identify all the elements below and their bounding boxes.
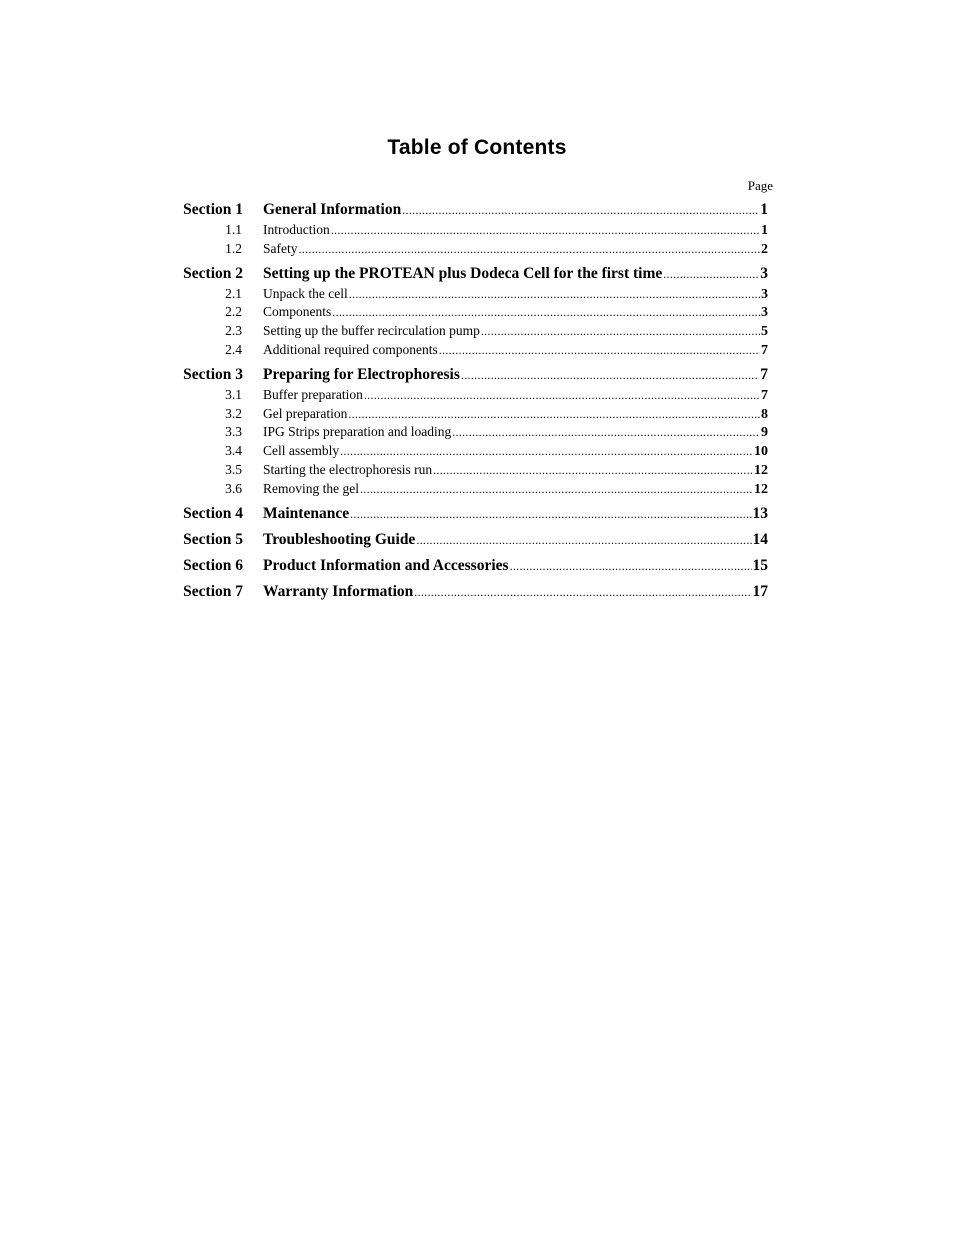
toc-subsection-row[interactable]	[0, 286, 954, 305]
toc-entry-number: 1.1	[225, 222, 242, 237]
toc-entry-page: 7	[760, 365, 768, 383]
toc-entry-page: 3	[761, 286, 768, 302]
toc-subsection-row[interactable]	[0, 387, 954, 406]
toc-entry-number: 3.4	[225, 443, 242, 459]
toc-subsection-row[interactable]	[0, 424, 954, 443]
toc-entry-number: Section 2	[183, 264, 243, 282]
toc-entry-number: Section 4	[183, 504, 243, 522]
toc-entry	[263, 481, 768, 498]
toc-section	[0, 201, 954, 260]
toc-leader-dots	[299, 242, 761, 257]
toc-entry-number: Section 3	[183, 365, 243, 383]
toc-section	[0, 583, 954, 604]
toc-section	[0, 531, 954, 552]
toc-leader-dots	[332, 305, 760, 320]
toc-subsection-row[interactable]	[0, 406, 954, 425]
toc-entry-number: Section 1	[183, 201, 243, 218]
toc-entry-title: Preparing for Electrophoresis	[263, 365, 460, 383]
toc-entry-title: Product Information and Accessories	[263, 556, 509, 574]
toc-subsection-row[interactable]	[0, 323, 954, 342]
toc-entry-page: 5	[761, 324, 768, 340]
toc-leader-dots	[364, 388, 760, 403]
toc-section-row[interactable]	[0, 366, 954, 387]
toc-leader-dots	[439, 343, 760, 358]
toc-entry-number: 1.2	[225, 240, 242, 256]
toc-entry-number: 3.2	[225, 405, 242, 421]
toc-entry-page: 9	[761, 425, 768, 441]
toc-section-row[interactable]	[0, 583, 954, 604]
toc-section-row[interactable]	[0, 201, 954, 222]
toc-leader-dots	[510, 559, 752, 574]
toc-subsection-row[interactable]	[0, 481, 954, 500]
toc-entry-number: Section 6	[183, 556, 243, 574]
toc-entry	[263, 304, 768, 321]
toc-entry-title: General Information	[263, 201, 402, 218]
toc-entry-title: Removing the gel	[263, 480, 359, 496]
toc-entry-page: 12	[754, 462, 768, 478]
toc-entry-page: 3	[761, 305, 768, 321]
toc-entry-page: 7	[761, 387, 768, 403]
toc-entry-page: 1	[761, 223, 768, 238]
toc-entry-page: 1	[760, 201, 768, 218]
toc-section-row[interactable]	[0, 557, 954, 578]
toc-entry-page: 2	[761, 241, 768, 257]
toc-leader-dots	[331, 223, 760, 238]
toc-entry	[263, 557, 768, 575]
toc-leader-dots	[461, 368, 759, 383]
page-title: Table of Contents	[387, 136, 567, 159]
toc-entry	[263, 342, 768, 359]
toc-entry-title: Maintenance	[263, 504, 350, 522]
toc-entry-number: Section 7	[183, 582, 243, 600]
toc-list	[0, 201, 954, 609]
toc-entry	[263, 505, 768, 523]
toc-entry-number: 3.3	[225, 424, 242, 440]
toc-entry-page: 8	[761, 406, 768, 422]
toc-entry-title: Setting up the PROTEAN plus Dodeca Cell for the first time	[263, 264, 663, 282]
toc-entry-page: 7	[761, 342, 768, 358]
toc-entry-number: 2.3	[225, 323, 242, 339]
toc-entry-title: IPG Strips preparation and loading	[263, 424, 452, 440]
toc-section	[0, 366, 954, 500]
toc-entry	[263, 424, 768, 441]
toc-section	[0, 265, 954, 361]
page-column-label: Page	[747, 178, 773, 193]
toc-leader-dots	[349, 287, 760, 302]
toc-entry-title: Setting up the buffer recirculation pump	[263, 323, 480, 339]
toc-entry-title: Buffer preparation	[263, 386, 363, 402]
toc-section	[0, 505, 954, 526]
toc-entry-page: 3	[760, 264, 768, 282]
toc-leader-dots	[414, 585, 751, 600]
toc-entry-page: 10	[754, 444, 768, 460]
toc-leader-dots	[340, 444, 753, 459]
toc-entry-number: 2.1	[225, 285, 242, 301]
toc-entry-number: 3.6	[225, 480, 242, 496]
toc-entry-number: 3.1	[225, 386, 242, 402]
toc-leader-dots	[350, 507, 751, 522]
toc-entry-number: 3.5	[225, 461, 242, 477]
toc-entry-title: Troubleshooting Guide	[263, 530, 416, 548]
toc-subsection-row[interactable]	[0, 304, 954, 323]
toc-entry	[263, 222, 768, 239]
toc-leader-dots	[452, 425, 760, 440]
toc-section	[0, 557, 954, 578]
toc-subsection-row[interactable]	[0, 342, 954, 361]
toc-entry	[263, 583, 768, 601]
toc-entry-page: 12	[754, 481, 768, 497]
toc-entry	[263, 387, 768, 404]
toc-entry-title: Safety	[263, 240, 298, 256]
toc-entry	[263, 201, 768, 219]
toc-leader-dots	[348, 407, 760, 422]
toc-entry	[263, 241, 768, 258]
toc-entry-number: 2.4	[225, 341, 242, 357]
toc-entry-number: Section 5	[183, 530, 243, 548]
toc-entry-title: Gel preparation	[263, 405, 348, 421]
toc-subsection-row[interactable]	[0, 462, 954, 481]
toc-entry-page: 14	[752, 530, 768, 548]
toc-leader-dots	[360, 482, 753, 497]
toc-section-row[interactable]	[0, 531, 954, 552]
toc-entry-title: Introduction	[263, 222, 330, 237]
toc-entry-title: Components	[263, 304, 332, 320]
toc-entry-page: 15	[752, 556, 768, 574]
toc-subsection-row[interactable]	[0, 222, 954, 241]
toc-entry	[263, 462, 768, 479]
toc-entry-title: Cell assembly	[263, 443, 340, 459]
toc-leader-dots	[481, 324, 760, 339]
toc-entry	[263, 265, 768, 283]
toc-entry-page: 17	[752, 582, 768, 600]
toc-entry	[263, 323, 768, 340]
toc-leader-dots	[416, 533, 751, 548]
toc-entry-title: Additional required components	[263, 341, 438, 357]
toc-entry-title: Starting the electrophoresis run	[263, 461, 433, 477]
toc-section-row[interactable]	[0, 505, 954, 526]
toc-entry-page: 13	[752, 504, 768, 522]
toc-subsection-row[interactable]	[0, 241, 954, 260]
toc-subsection-row[interactable]	[0, 443, 954, 462]
toc-entry	[263, 286, 768, 303]
toc-entry	[263, 406, 768, 423]
toc-leader-dots	[402, 203, 759, 218]
toc-entry	[263, 366, 768, 384]
toc-entry-title: Unpack the cell	[263, 285, 348, 301]
toc-entry-title: Warranty Information	[263, 582, 414, 600]
toc-entry	[263, 531, 768, 549]
toc-section-row[interactable]	[0, 265, 954, 286]
toc-leader-dots	[663, 267, 759, 282]
toc-entry	[263, 443, 768, 460]
toc-entry-number: 2.2	[225, 304, 242, 320]
toc-leader-dots	[433, 463, 753, 478]
